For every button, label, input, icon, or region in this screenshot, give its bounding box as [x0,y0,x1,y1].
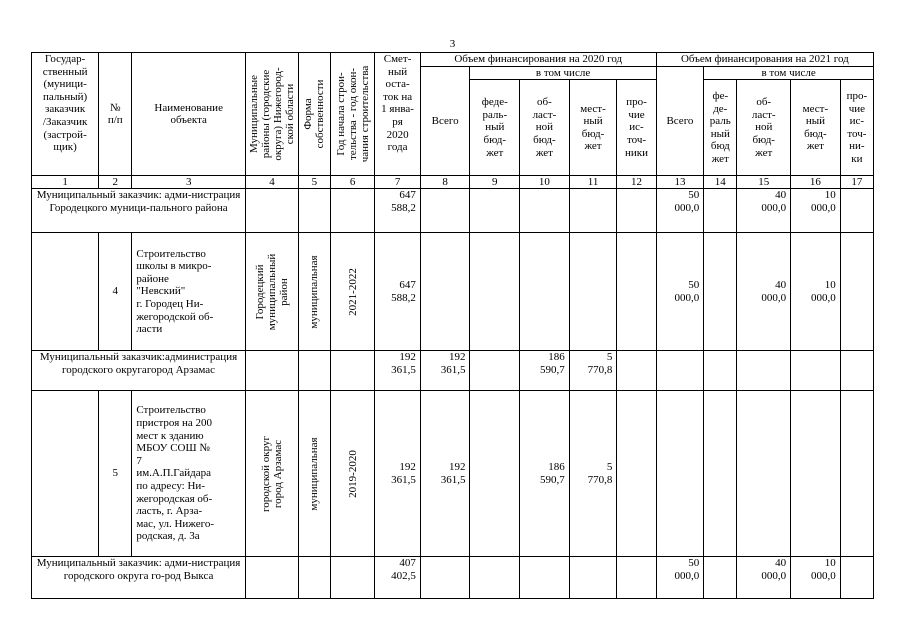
amount-line: 000,0 [761,291,787,304]
amount-line: 5 [606,461,613,474]
amount-line: 588,2 [391,201,416,214]
column-number: 5 [298,176,330,189]
amount-line: 770,8 [587,363,613,376]
header-line: жет [711,152,729,165]
total-2021-cell [656,557,704,599]
amount-line: 50 [688,189,700,202]
amount-line: 000,0 [761,569,787,582]
regional-2021-cell [737,351,791,391]
amount-line: 192 [448,461,466,474]
regional-2021-cell [737,189,791,233]
column-number: 13 [656,176,704,189]
header-federal-2020 [470,80,520,176]
object-number: 5 [99,391,132,557]
amount-line: 000,0 [810,201,836,214]
federal-2020-cell [470,189,520,233]
column-number: 8 [420,176,470,189]
header-line: Государ- [44,53,86,65]
header-incl-2020: в том числе [470,66,656,80]
other-2021-cell [840,233,873,351]
column-number: 9 [470,176,520,189]
header-years [330,53,374,176]
object-name-line: по адресу: Ни- [136,479,205,492]
object-row [32,233,874,351]
header-line: (муници- [43,78,87,91]
amount-line: 407 [399,557,416,570]
amount-line: 361,5 [391,473,416,486]
customer-line: нистрация городского округа го- [63,557,241,582]
header-line: объекта [170,114,207,127]
header-line: бюд- [804,127,827,140]
total-2020-cell [420,557,470,599]
column-numbers-row [32,176,874,189]
column-number: 15 [737,176,791,189]
object-name-line: жегородской об- [136,310,214,323]
header-line: Год начала строи- [334,72,347,156]
years-text: 2019-2020 [346,449,359,498]
other-2020-cell [617,351,656,391]
header-line: ря [392,115,403,128]
customer-line: Муниципальный заказчик: адми- [36,189,192,202]
district-text [254,253,290,330]
object-name-line: Строительство [136,404,206,417]
amount-line: 10 [824,557,836,570]
customer-line: род Выкса [164,569,214,582]
object-name-line: пристроя на 200 [136,417,213,430]
regional-2020-cell [520,233,570,351]
estimate-balance-cell [375,557,421,599]
customer-cell [32,233,99,351]
years-cell [330,557,374,599]
customer-row [32,189,874,233]
other-2021-cell [840,351,873,391]
other-2020-cell [617,189,656,233]
object-name-line: "Невский" [136,285,186,298]
header-line: ки [851,152,863,165]
object-name-line: жегородская об- [136,492,213,505]
years-cell [330,351,374,391]
header-total-2021: Всего [656,66,704,176]
years-text: 2021-2022 [346,267,359,316]
object-name-line: им.А.П.Гайдара [136,467,212,480]
column-number: 12 [617,176,656,189]
amount-line: 40 [775,279,787,292]
financing-table [31,52,874,599]
object-name-line: мест к зданию [136,429,204,442]
amount-line: 361,5 [440,363,466,376]
header-regional-2020 [520,80,570,176]
amount-line: 000,0 [761,201,787,214]
estimate-balance-cell [375,391,421,557]
header-incl-2021: в том числе [704,66,874,80]
district-line: городской округ [259,435,272,512]
header-fin-2021: Объем финансирования на 2021 год [656,53,873,67]
federal-2020-cell [470,351,520,391]
header-regional-2021 [737,80,791,176]
regional-2020-cell [520,351,570,391]
amount-line: 000,0 [810,569,836,582]
header-line: заказчик [45,103,86,116]
amount-line: 40 [775,557,787,570]
column-number: 17 [840,176,873,189]
header-line: /Заказчик [42,115,88,128]
federal-2021-cell [704,351,737,391]
header-ownership [298,53,330,176]
district-line: район [277,277,290,306]
years-cell [330,189,374,233]
local-2020-cell [569,233,617,351]
column-number: 1 [32,176,99,189]
regional-2021-cell [737,557,791,599]
header-line: ни- [849,140,865,153]
district-cell [246,189,299,233]
amount-line: 192 [399,351,416,364]
amount-line: 186 [548,351,565,364]
amount-line: 588,2 [391,291,416,304]
amount-line: 647 [399,189,416,202]
years-cell [330,233,374,351]
ownership-text: муниципальная [308,437,321,511]
federal-2020-cell [470,557,520,599]
amount-line: 590,7 [540,363,565,376]
other-2020-cell [617,233,656,351]
header-estimate-balance [375,53,421,176]
ownership-cell [298,233,330,351]
column-number: 10 [520,176,570,189]
estimate-balance-cell [375,233,421,351]
amount-line: 50 [688,557,700,570]
amount-line: 361,5 [391,363,416,376]
object-name-line: ласть, г. Арза- [136,505,203,518]
local-2020-cell [569,391,617,557]
total-2020-cell [420,189,470,233]
header-total-2020: Всего [420,66,470,176]
header-line: ток на [383,90,413,103]
header-line: ис- [849,115,865,128]
amount-line: 590,7 [540,473,565,486]
ownership-cell [298,351,330,391]
customer-line: нистрация Городецкого муници- [49,189,241,214]
customer-row [32,557,874,599]
header-customer [32,53,99,176]
amount-line: 10 [824,189,836,202]
header-line: ный [583,115,603,128]
object-name [132,233,246,351]
header-line: мест- [802,102,829,115]
other-2021-cell [840,189,873,233]
federal-2020-cell [470,233,520,351]
amount-line: 10 [824,279,836,292]
header-line: (застрой- [43,128,87,141]
header-line: округа) Нижегород- [271,67,284,161]
amount-line: 192 [399,461,416,474]
other-2020-cell [617,557,656,599]
total-2021-cell [656,233,704,351]
regional-2020-cell [520,189,570,233]
column-number: 4 [246,176,299,189]
amount-line: 402,5 [391,569,416,582]
local-2021-cell [791,233,841,351]
header-fin-2020: Объем финансирования на 2020 год [420,53,656,67]
column-number: 6 [330,176,374,189]
header-line: раль [709,115,731,128]
header-line: об- [756,96,772,109]
header-line: про- [626,96,647,109]
customer-name [32,189,246,233]
amount-line: 192 [448,351,466,364]
amount-line: 000,0 [674,201,700,214]
district-line: Городецкий [253,264,266,320]
amount-line: 770,8 [587,473,613,486]
header-line: фе- [712,89,729,102]
years-cell [330,391,374,557]
header-line: щик) [53,141,77,154]
header-other-2020 [617,80,656,176]
district-cell [246,391,299,557]
amount-line: 40 [775,189,787,202]
header-line: ный [485,121,505,134]
header-line: точ- [626,133,647,146]
header-line: 2020 [386,128,409,141]
federal-2021-cell [704,233,737,351]
regional-2020-cell [520,391,570,557]
customer-line: пального района [149,201,228,214]
column-number: 16 [791,176,841,189]
header-line: Муниципальные [247,75,260,154]
total-2021-cell [656,391,704,557]
ownership-cell [298,391,330,557]
object-name-line: Строительство [136,247,206,260]
total-2021-cell [656,189,704,233]
header-line: года [387,141,408,154]
customer-name [32,351,246,391]
district-text [260,436,284,512]
local-2021-cell [791,391,841,557]
district-line: муниципальный [265,253,278,330]
total-2021-cell [656,351,704,391]
page-number: 3 [449,38,456,50]
other-2021-cell [840,391,873,557]
regional-2021-cell [737,391,791,557]
customer-line: город Арзамас [146,363,216,376]
header-line: пальный) [43,90,88,103]
amount-line: 5 [606,351,613,364]
district-line: город Арзамас [271,439,284,508]
total-2020-cell [420,391,470,557]
header-line: жет [755,146,773,159]
amount-line: 647 [399,279,416,292]
regional-2021-cell [737,233,791,351]
district-cell [246,351,299,391]
header-line: раль- [482,108,508,121]
header-line: Наименование [154,101,223,114]
header-district [246,53,299,176]
header-line: бюд- [581,127,605,140]
header-line: про- [846,89,868,102]
district-cell [246,233,299,351]
total-2020-cell [420,233,470,351]
object-row [32,391,874,557]
header-line: ласт- [532,108,557,121]
local-2020-cell [569,557,617,599]
object-name-line: МБОУ СОШ № [136,442,210,455]
header-line: об- [537,96,552,109]
header-line: Форма [302,98,315,130]
column-number: 3 [132,176,246,189]
object-name-line: школы в микро- [136,260,212,273]
header-line: чие [848,102,866,115]
header-line: оста- [385,78,410,91]
other-2020-cell [617,391,656,557]
header-number [99,53,132,176]
object-name [132,391,246,557]
object-name-line: г. Городец Ни- [136,297,204,310]
header-line: жет [584,140,602,153]
header-line: ный [710,127,730,140]
estimate-balance-cell [375,351,421,391]
ownership-text: муниципальная [308,255,321,329]
column-number: 11 [569,176,617,189]
header-line: ной [755,121,773,134]
header-line: тельства - год окон- [346,68,359,161]
ownership-cell [298,189,330,233]
local-2021-cell [791,189,841,233]
header-line: бюд- [483,133,507,146]
object-name-line: родская, д. 3а [136,530,200,543]
header-line: жет [806,140,824,153]
federal-2021-cell [704,189,737,233]
header-line: бюд- [533,133,556,146]
header-line: чания строительства [358,65,371,163]
header-line: ный [387,65,408,78]
other-2021-cell [840,557,873,599]
customer-line: Муниципальный заказчик: [39,351,165,364]
header-line: ный [805,115,825,128]
header-line: феде- [481,96,508,109]
local-2020-cell [569,351,617,391]
header-line: п/п [107,114,123,127]
header-line: ис- [629,121,644,134]
header-federal-2021 [704,80,737,176]
header-line: 1 янва- [381,103,414,116]
amount-line: 50 [688,279,700,292]
header-line: № [110,101,121,114]
header-line: ласт- [751,108,776,121]
column-number: 2 [99,176,132,189]
amount-line: 000,0 [674,291,700,304]
header-line: ной [535,121,554,134]
amount-line: 186 [548,461,565,474]
ownership-cell [298,557,330,599]
header-line: жет [535,146,553,159]
header-line: ственный [42,65,88,78]
column-number: 14 [704,176,737,189]
header-line: районы (городские [259,69,272,159]
header-line: точ- [847,127,867,140]
header-line: мест- [580,102,606,115]
column-number: 7 [375,176,421,189]
header-line: бюд [710,140,730,153]
object-name-line: 7 [136,454,142,467]
object-name-line: мас, ул. Нижего- [136,517,215,530]
header-other-2021 [840,80,873,176]
federal-2021-cell [704,557,737,599]
local-2021-cell [791,351,841,391]
amount-line: 000,0 [674,569,700,582]
regional-2020-cell [520,557,570,599]
header-line: ской области [283,83,296,145]
customer-name [32,557,246,599]
total-2020-cell [420,351,470,391]
district-cell [246,557,299,599]
header-line: ники [624,146,648,159]
local-2020-cell [569,189,617,233]
customer-row [32,351,874,391]
header-line: жет [486,146,504,159]
customer-cell [32,391,99,557]
header-local-2020 [569,80,617,176]
object-name-line: районе [136,272,169,285]
federal-2020-cell [470,391,520,557]
header-line: бюд- [752,133,775,146]
federal-2021-cell [704,391,737,557]
customer-line: Муниципальный заказчик: адми- [36,557,192,570]
header-local-2021 [791,80,841,176]
header-line: собственности [314,79,327,149]
object-name-line: ласти [136,323,163,336]
header-object-name [132,53,246,176]
estimate-balance-cell [375,189,421,233]
amount-line: 361,5 [440,473,466,486]
object-number: 4 [99,233,132,351]
amount-line: 000,0 [810,291,836,304]
customer-line: администрация городского округа [62,351,238,376]
local-2021-cell [791,557,841,599]
header-line: де- [713,102,728,115]
header-line: чие [628,108,645,121]
header-line: Смет- [383,53,412,65]
